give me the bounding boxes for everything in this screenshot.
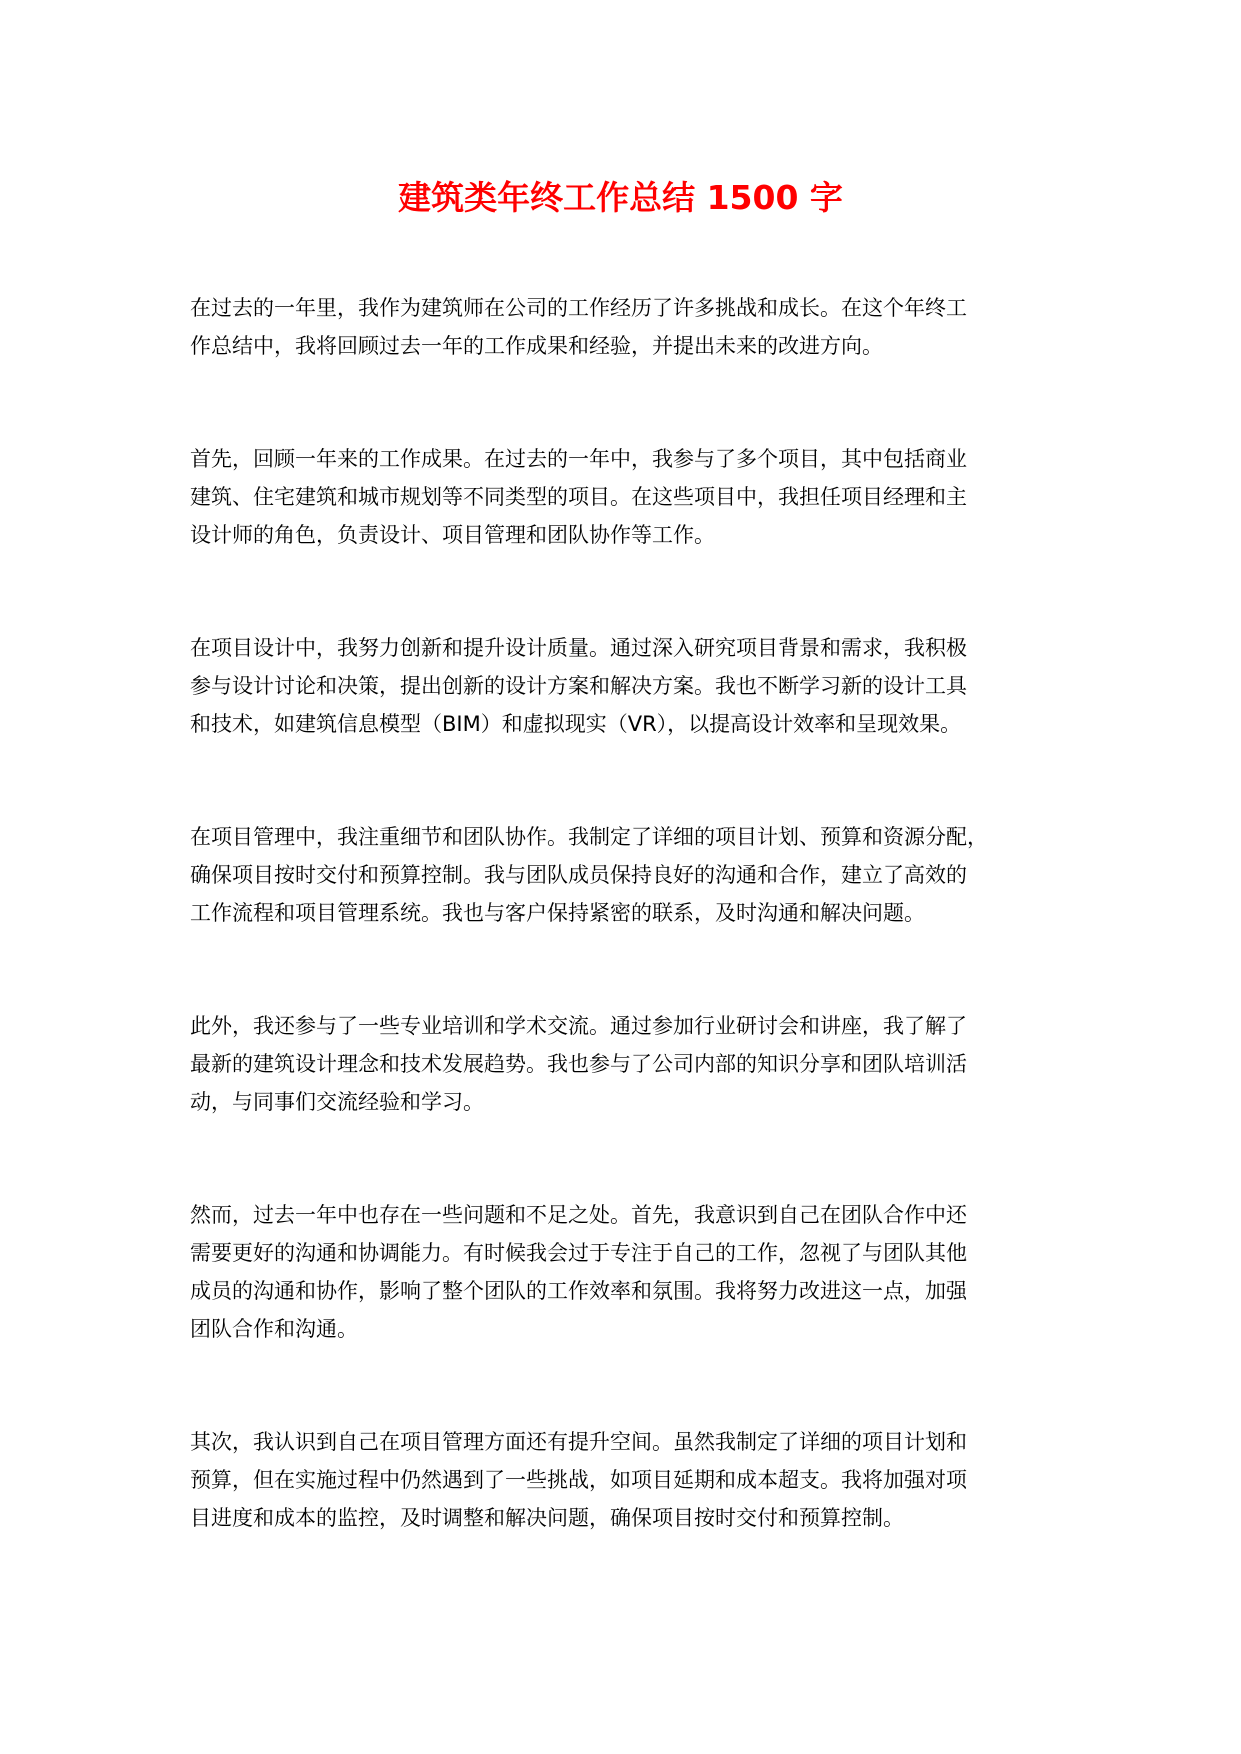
paragraph-line: 和技术，如建筑信息模型（BIM）和虚拟现实（VR），以提高设计效率和呈现效果。 [190,712,962,736]
paragraph-line: 目进度和成本的监控，及时调整和解决问题，确保项目按时交付和预算控制。 [190,1506,904,1530]
document-body [190,289,1080,1612]
paragraph-line: 成员的沟通和协作，影响了整个团队的工作效率和氛围。我将努力改进这一点，加强 [190,1279,967,1303]
paragraph-5 [190,1007,1080,1121]
paragraph-line: 在项目设计中，我努力创新和提升设计质量。通过深入研究项目背景和需求，我积极 [190,636,967,660]
paragraph-2 [190,440,1080,554]
paragraph-line: 此外，我还参与了一些专业培训和学术交流。通过参加行业研讨会和讲座，我了解了 [190,1014,967,1038]
paragraph-line: 预算，但在实施过程中仍然遇到了一些挑战，如项目延期和成本超支。我将加强对项 [190,1468,967,1492]
paragraph-4 [190,818,1080,932]
paragraph-line: 确保项目按时交付和预算控制。我与团队成员保持良好的沟通和合作，建立了高效的 [190,863,967,887]
paragraph-7 [190,1423,1080,1537]
paragraph-line: 需要更好的沟通和协调能力。有时候我会过于专注于自己的工作，忽视了与团队其他 [190,1241,967,1265]
paragraph-line: 首先，回顾一年来的工作成果。在过去的一年中，我参与了多个项目，其中包括商业 [190,447,967,471]
paragraph-3 [190,629,1080,743]
paragraph-line: 作总结中，我将回顾过去一年的工作成果和经验，并提出未来的改进方向。 [190,334,883,358]
paragraph-line: 然而，过去一年中也存在一些问题和不足之处。首先，我意识到自己在团队合作中还 [190,1203,967,1227]
paragraph-1 [190,289,1080,365]
paragraph-line: 参与设计讨论和决策，提出创新的设计方案和解决方案。我也不断学习新的设计工具 [190,674,967,698]
paragraph-6 [190,1196,1080,1348]
paragraph-line: 工作流程和项目管理系统。我也与客户保持紧密的联系，及时沟通和解决问题。 [190,901,925,925]
paragraph-line: 在项目管理中，我注重细节和团队协作。我制定了详细的项目计划、预算和资源分配， [190,825,988,849]
paragraph-line: 最新的建筑设计理念和技术发展趋势。我也参与了公司内部的知识分享和团队培训活 [190,1052,967,1076]
paragraph-line: 其次，我认识到自己在项目管理方面还有提升空间。虽然我制定了详细的项目计划和 [190,1430,967,1454]
paragraph-line: 动，与同事们交流经验和学习。 [190,1090,484,1114]
paragraph-line: 团队合作和沟通。 [190,1317,358,1341]
paragraph-line: 在过去的一年里，我作为建筑师在公司的工作经历了许多挑战和成长。在这个年终工 [190,296,967,320]
paragraph-line: 建筑、住宅建筑和城市规划等不同类型的项目。在这些项目中，我担任项目经理和主 [190,485,967,509]
paragraph-line: 设计师的角色，负责设计、项目管理和团队协作等工作。 [190,523,715,547]
document-title: 建筑类年终工作总结 1500 字 [398,178,843,217]
